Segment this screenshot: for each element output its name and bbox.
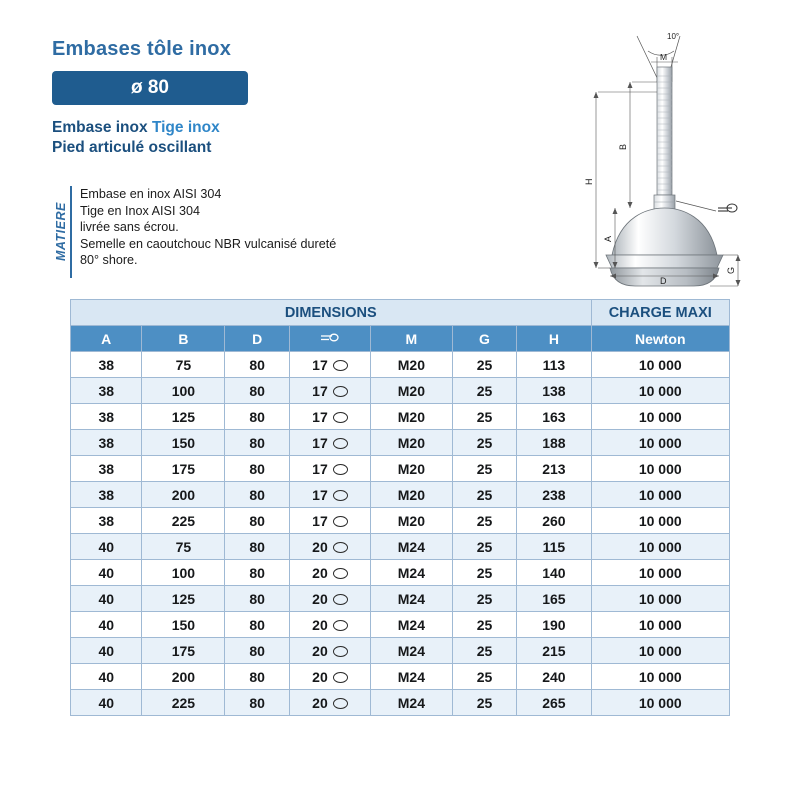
cell-b: 150 (142, 612, 225, 638)
cell-d: 80 (225, 430, 290, 456)
cell-d: 80 (225, 586, 290, 612)
col-header-g: G (452, 326, 517, 352)
cell-g: 25 (452, 482, 517, 508)
cell-b: 125 (142, 404, 225, 430)
subtitle-base-text: Embase inox (52, 119, 152, 136)
cell-newton: 10 000 (591, 430, 729, 456)
cell-h: 140 (517, 560, 591, 586)
cell-d: 80 (225, 378, 290, 404)
cell-m: M24 (371, 638, 453, 664)
cell-wrench: 17 (289, 352, 370, 378)
page-title: Embases tôle inox (52, 38, 232, 60)
cell-h: 115 (517, 534, 591, 560)
cell-a: 38 (71, 430, 142, 456)
cell-g: 25 (452, 560, 517, 586)
table-row (71, 404, 730, 430)
cell-g: 25 (452, 586, 517, 612)
table-group-header-dimensions: DIMENSIONS (71, 300, 592, 326)
table-row (71, 560, 730, 586)
cell-newton: 10 000 (591, 534, 729, 560)
cell-a: 38 (71, 378, 142, 404)
subtitle-type: Pied articulé oscillant (52, 139, 212, 156)
matiere-line: Tige en Inox AISI 304 (80, 203, 200, 218)
cell-h: 238 (517, 482, 591, 508)
cell-b: 75 (142, 352, 225, 378)
wrench-oval-icon (333, 620, 348, 631)
leveling-foot-diagram (520, 20, 790, 290)
wrench-oval-icon (333, 568, 348, 579)
table-group-header-load: CHARGE MAXI (591, 300, 729, 326)
cell-b: 175 (142, 638, 225, 664)
dimensions-table (70, 299, 730, 716)
matiere-text (80, 186, 336, 278)
cell-h: 188 (517, 430, 591, 456)
cell-g: 25 (452, 534, 517, 560)
cell-b: 100 (142, 378, 225, 404)
cell-h: 113 (517, 352, 591, 378)
cell-a: 38 (71, 508, 142, 534)
matiere-line: 80° shore. (80, 253, 138, 268)
cell-d: 80 (225, 482, 290, 508)
cell-b: 150 (142, 430, 225, 456)
cell-b: 200 (142, 664, 225, 690)
cell-h: 163 (517, 404, 591, 430)
cell-m: M24 (371, 612, 453, 638)
cell-m: M20 (371, 352, 453, 378)
cell-wrench: 20 (289, 586, 370, 612)
cell-newton: 10 000 (591, 638, 729, 664)
cell-g: 25 (452, 664, 517, 690)
cell-wrench: 20 (289, 612, 370, 638)
cell-a: 40 (71, 534, 142, 560)
threaded-rod (657, 67, 672, 195)
col-header-d: D (225, 326, 290, 352)
table-row (71, 352, 730, 378)
table-row (71, 508, 730, 534)
label-G: G (726, 266, 736, 274)
cell-wrench: 20 (289, 690, 370, 716)
table-row (71, 482, 730, 508)
label-B: B (618, 143, 628, 150)
cell-g: 25 (452, 404, 517, 430)
wrench-oval-icon (333, 646, 348, 657)
cell-g: 25 (452, 430, 517, 456)
cell-newton: 10 000 (591, 482, 729, 508)
cell-m: M20 (371, 378, 453, 404)
cell-a: 38 (71, 352, 142, 378)
label-D: D (660, 276, 667, 286)
cell-newton: 10 000 (591, 456, 729, 482)
wrench-oval-icon (333, 672, 348, 683)
subtitle-materials (52, 119, 482, 137)
cell-a: 40 (71, 612, 142, 638)
wrench-oval-icon (333, 698, 348, 709)
wrench-oval-icon (333, 360, 348, 371)
cell-newton: 10 000 (591, 508, 729, 534)
base-dome (612, 208, 717, 255)
cell-d: 80 (225, 638, 290, 664)
matiere-label: MATIERE (54, 202, 68, 262)
cell-g: 25 (452, 638, 517, 664)
cell-m: M24 (371, 534, 453, 560)
cell-h: 165 (517, 586, 591, 612)
cell-m: M24 (371, 664, 453, 690)
cell-newton: 10 000 (591, 378, 729, 404)
cell-m: M20 (371, 508, 453, 534)
cell-h: 260 (517, 508, 591, 534)
cell-a: 40 (71, 664, 142, 690)
matiere-divider (70, 186, 72, 278)
wrench-icon (718, 204, 737, 212)
cell-newton: 10 000 (591, 560, 729, 586)
cell-a: 40 (71, 586, 142, 612)
label-M: M (660, 52, 668, 62)
cell-newton: 10 000 (591, 352, 729, 378)
label-A: A (603, 235, 613, 242)
cell-a: 38 (71, 404, 142, 430)
wrench-oval-icon (333, 490, 348, 501)
subtitle-rod-text: Tige inox (151, 119, 220, 136)
cell-wrench: 17 (289, 430, 370, 456)
wrench-oval-icon (333, 386, 348, 397)
cell-b: 75 (142, 534, 225, 560)
cell-b: 225 (142, 690, 225, 716)
cell-m: M20 (371, 404, 453, 430)
cell-wrench: 17 (289, 482, 370, 508)
cell-h: 265 (517, 690, 591, 716)
label-H: H (584, 178, 594, 185)
cell-m: M20 (371, 482, 453, 508)
cell-b: 225 (142, 508, 225, 534)
cell-g: 25 (452, 508, 517, 534)
matiere-line: livrée sans écrou. (80, 220, 179, 235)
cell-wrench: 17 (289, 404, 370, 430)
wrench-oval-icon (333, 464, 348, 475)
cell-g: 25 (452, 456, 517, 482)
table-body (71, 352, 730, 716)
cell-g: 25 (452, 612, 517, 638)
col-header-a: A (71, 326, 142, 352)
cell-a: 38 (71, 482, 142, 508)
cell-a: 40 (71, 690, 142, 716)
table-row (71, 586, 730, 612)
matiere-line: Embase en inox AISI 304 (80, 187, 222, 201)
cell-h: 190 (517, 612, 591, 638)
table-row (71, 690, 730, 716)
cell-wrench: 20 (289, 534, 370, 560)
cell-d: 80 (225, 612, 290, 638)
wrench-icon (319, 331, 341, 344)
cell-d: 80 (225, 664, 290, 690)
cell-g: 25 (452, 352, 517, 378)
cell-m: M24 (371, 690, 453, 716)
cell-wrench: 20 (289, 638, 370, 664)
cell-wrench: 17 (289, 508, 370, 534)
cell-b: 125 (142, 586, 225, 612)
wrench-oval-icon (333, 594, 348, 605)
cell-wrench: 17 (289, 456, 370, 482)
col-header-b: B (142, 326, 225, 352)
cell-b: 100 (142, 560, 225, 586)
cell-d: 80 (225, 508, 290, 534)
table-row (71, 664, 730, 690)
col-header-h: H (517, 326, 591, 352)
wrench-oval-icon (333, 516, 348, 527)
table-row (71, 456, 730, 482)
col-header-m: M (371, 326, 453, 352)
cell-b: 175 (142, 456, 225, 482)
base-plate (606, 255, 723, 268)
table-row (71, 638, 730, 664)
diameter-badge: ø 80 (52, 71, 248, 105)
cell-b: 200 (142, 482, 225, 508)
cell-d: 80 (225, 404, 290, 430)
cell-m: M20 (371, 430, 453, 456)
wrench-oval-icon (333, 542, 348, 553)
table-row (71, 534, 730, 560)
cell-newton: 10 000 (591, 690, 729, 716)
technical-drawing (520, 20, 790, 290)
cell-a: 40 (71, 638, 142, 664)
table-row (71, 612, 730, 638)
cell-newton: 10 000 (591, 612, 729, 638)
table-row (71, 378, 730, 404)
cell-d: 80 (225, 560, 290, 586)
wrench-oval-icon (333, 438, 348, 449)
cell-m: M20 (371, 456, 453, 482)
cell-h: 240 (517, 664, 591, 690)
angle-label: 10° (667, 32, 680, 41)
cell-d: 80 (225, 456, 290, 482)
cell-newton: 10 000 (591, 664, 729, 690)
cell-a: 40 (71, 560, 142, 586)
cell-d: 80 (225, 352, 290, 378)
cell-newton: 10 000 (591, 586, 729, 612)
cell-d: 80 (225, 690, 290, 716)
matiere-line: Semelle en caoutchouc NBR vulcanisé dureté (80, 236, 337, 251)
cell-newton: 10 000 (591, 404, 729, 430)
cell-g: 25 (452, 690, 517, 716)
wrench-oval-icon (333, 412, 348, 423)
cell-wrench: 17 (289, 378, 370, 404)
cell-h: 138 (517, 378, 591, 404)
cell-h: 213 (517, 456, 591, 482)
col-header-newton: Newton (591, 326, 729, 352)
cell-m: M24 (371, 560, 453, 586)
header-block (52, 38, 482, 157)
cell-wrench: 20 (289, 664, 370, 690)
cell-h: 215 (517, 638, 591, 664)
matiere-block (52, 186, 482, 278)
col-header-wrench-icon (289, 326, 370, 352)
cell-d: 80 (225, 534, 290, 560)
table-row (71, 430, 730, 456)
cell-wrench: 20 (289, 560, 370, 586)
cell-m: M24 (371, 586, 453, 612)
cell-a: 38 (71, 456, 142, 482)
cell-g: 25 (452, 378, 517, 404)
